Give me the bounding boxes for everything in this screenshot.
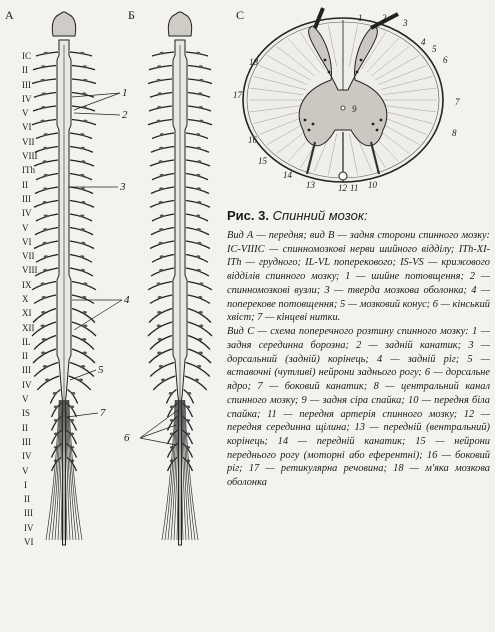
segment-label: IV	[22, 451, 32, 462]
view-b-ganglion	[195, 379, 199, 382]
view-b-ganglion	[160, 255, 164, 258]
panel-label-b: Б	[128, 8, 135, 22]
callout-a-5: 5	[98, 364, 104, 376]
view-a-ganglion	[43, 269, 47, 272]
view-b-nerve-root	[186, 363, 210, 377]
neuron-dot	[372, 123, 375, 126]
view-b-ganglion	[161, 379, 165, 382]
view-b-ganglion	[169, 392, 173, 395]
view-b-ganglion	[196, 255, 200, 258]
view-a-ganglion	[71, 392, 75, 395]
view-a-ganglion	[44, 215, 48, 218]
view-a-ganglion	[45, 379, 49, 382]
caption-paragraph-1: Вид А — передня; вид В — задня сторони спинного мозку: IC-VIIIC — спинномозкові нерви шийного відділу; ITh-XI-ITh — грудного; IL-VL поперекового; IS-VS — крижового відділів спинного мозку; 1 — шийне потовщення; 2 — спинномозкові вузли; 3 — тверда мозкова оболонка; 4 — поперекове потовщення; 5 — мозковий конус; 6 — кінський хвіст; 7 — кінцеві нитки.	[227, 230, 490, 324]
view-b-ganglion	[159, 228, 163, 231]
segment-label: X	[22, 294, 29, 304]
view-b-ganglion	[187, 392, 191, 395]
cross-section-callout: 12	[338, 183, 347, 193]
segment-label: IV	[22, 379, 32, 390]
view-b-ganglion	[170, 406, 174, 409]
cross-section-callout: 7	[455, 97, 460, 107]
view-b-ganglion	[198, 352, 202, 355]
view-b-nerve-root	[150, 363, 174, 377]
neuron-dot	[312, 123, 315, 126]
view-b-ganglion	[158, 338, 162, 341]
panel-label-a: A	[5, 8, 14, 22]
callout-a-7: 7	[100, 407, 106, 419]
view-a-nerve-root	[70, 363, 94, 377]
segment-label: V	[22, 465, 29, 476]
segment-label: VII	[22, 251, 35, 262]
segment-label: IS	[22, 408, 31, 419]
segment-label: II	[24, 494, 30, 505]
view-a-ganglion	[41, 282, 45, 285]
view-a-nerve-root	[72, 309, 95, 323]
callout-a-2: 2	[122, 109, 128, 121]
view-a-ganglion	[81, 242, 85, 245]
cross-section-callout: 14	[283, 170, 292, 180]
view-a-ganglion	[41, 325, 45, 328]
view-a-ganglion	[80, 215, 84, 218]
view-a-nerve-root	[69, 376, 91, 390]
callout-leader	[67, 413, 98, 417]
panel-label-c: C	[236, 8, 245, 22]
view-b-ganglion	[197, 242, 201, 245]
view-a-ganglion	[82, 311, 86, 314]
view-b-ganglion	[198, 296, 202, 299]
view-a-ganglion	[43, 365, 47, 368]
view-b-ganglion	[196, 215, 200, 218]
view-a-ganglion	[41, 311, 45, 314]
figure-caption	[227, 208, 490, 490]
segment-label: III	[22, 79, 31, 90]
view-b-ganglion	[198, 311, 202, 314]
view-b-nerve-root	[188, 309, 211, 323]
view-a-ganglion	[80, 255, 84, 258]
view-b-ganglion	[170, 460, 174, 463]
view-b-ganglion	[159, 269, 163, 272]
segment-label: III	[24, 508, 33, 519]
segment-label: ITh	[22, 165, 35, 176]
view-a-ganglion	[83, 282, 87, 285]
view-a-nerve-root	[33, 309, 56, 323]
view-b-ganglion	[157, 352, 161, 355]
callout-leader	[140, 425, 176, 438]
callout-a-4: 4	[124, 294, 130, 306]
view-b-ganglion	[186, 460, 190, 463]
central-canal	[341, 106, 345, 110]
neuron-dot	[380, 119, 383, 122]
view-b-nerve-root	[188, 349, 211, 363]
cross-section-callout: 10	[368, 180, 377, 190]
neuron-dot	[308, 129, 311, 132]
segment-label: VI	[22, 236, 32, 247]
segment-label: VIII	[22, 265, 38, 276]
view-a-ganglion	[70, 419, 74, 422]
segment-label: IC	[22, 51, 31, 61]
view-b-ganglion	[159, 365, 163, 368]
view-b-ganglion	[199, 282, 203, 285]
view-b-nerve-root	[188, 336, 210, 350]
segment-label: VI	[24, 537, 34, 547]
view-b-nerve-root	[148, 322, 172, 336]
view-a-nerve-root	[37, 376, 59, 390]
cross-section-callout: 17	[233, 90, 242, 100]
view-b-ganglion	[158, 296, 162, 299]
segment-label: V	[22, 222, 29, 233]
callout-b-6: 6	[124, 432, 130, 444]
view-b-ganglion	[159, 242, 163, 245]
cross-section-callout: 9	[352, 104, 357, 114]
segment-label: III	[22, 365, 31, 376]
segment-label: XII	[22, 322, 35, 333]
neuron-dot	[360, 59, 363, 62]
view-a-nerve-root	[34, 363, 58, 377]
caption-title	[227, 208, 490, 223]
cross-section-callout: 2	[382, 13, 387, 23]
view-b-ganglion	[170, 419, 174, 422]
cross-section-callout: 18	[249, 57, 258, 67]
view-b-nerve-root	[149, 309, 172, 323]
view-b-ganglion	[199, 325, 203, 328]
segment-label: V	[22, 394, 29, 405]
segment-label: II	[22, 422, 28, 433]
neuron-dot	[328, 71, 331, 74]
view-a-nerve-root	[72, 349, 95, 363]
view-b-ganglion	[196, 228, 200, 231]
view-a-ganglion	[54, 419, 58, 422]
view-a-nerve-root	[32, 322, 56, 336]
callout-a-1: 1	[122, 87, 128, 99]
cross-section-callout: 8	[452, 128, 457, 138]
cross-section-illustration	[0, 0, 495, 210]
view-b-ganglion	[186, 406, 190, 409]
view-a-ganglion	[43, 242, 47, 245]
segment-label: II	[22, 351, 28, 362]
callout-a-3: 3	[120, 181, 126, 193]
anterior-spinal-artery	[339, 172, 347, 180]
view-a-ganglion	[54, 406, 58, 409]
view-b-ganglion	[197, 365, 201, 368]
view-a-ganglion	[80, 228, 84, 231]
view-a-nerve-root	[33, 349, 56, 363]
view-b-ganglion	[160, 215, 164, 218]
segment-label: IV	[22, 208, 32, 219]
segment-label: IV	[22, 93, 32, 104]
callout-leader	[74, 300, 122, 330]
segment-label: II	[22, 179, 28, 190]
view-a-ganglion	[54, 460, 58, 463]
view-a-ganglion	[82, 338, 86, 341]
view-b-ganglion	[196, 269, 200, 272]
view-b-ganglion	[186, 419, 190, 422]
view-a-ganglion	[44, 255, 48, 258]
view-a-ganglion	[70, 406, 74, 409]
cross-section-callout: 5	[432, 44, 437, 54]
segment-label: IX	[22, 279, 32, 290]
view-a-ganglion	[41, 352, 45, 355]
cross-section-callout: 11	[350, 183, 359, 193]
caption-paragraph-2: Вид С — схема поперечного розтину спинного мозку: 1 — задня серединна борозна; 2 — задній канатик; 3 — дорсальний (задній) корінець; 4 — задній ріг; 5 — вставочні (чутливі) нейрони заднього рогу; 6 — дорсальне ядро; 7 — боковий канатик; 8 — центральний канал спинного мозку; 9 — задня сіра спайка; 10 — передня біла спайка; 11 — передня артерія спинного мозку; 12 — передня серединна щілина; 13 — передній (вентральний) корінець; 14 — передній канатик; 15 — нейрони переднього рогу (моторні або еферентні); 16 — боковий ріг; 17 — ретикулярна речовина; 18 — м'яка мозкова оболонка	[227, 326, 490, 489]
segment-label: XI	[22, 308, 32, 319]
view-b-ganglion	[157, 282, 161, 285]
view-a-ganglion	[53, 392, 57, 395]
callout-leader	[140, 438, 176, 445]
segment-label: III	[22, 436, 31, 447]
view-b-ganglion	[198, 338, 202, 341]
view-b-nerve-root	[153, 376, 175, 390]
view-a-ganglion	[43, 228, 47, 231]
cross-section-callout: 3	[403, 18, 408, 28]
figure-title: Спинний мозок:	[272, 208, 368, 223]
view-b-nerve-root	[149, 349, 172, 363]
view-b-nerve-root	[150, 336, 172, 350]
view-a-ganglion	[70, 460, 74, 463]
view-b-ganglion	[157, 311, 161, 314]
view-a-ganglion	[80, 269, 84, 272]
view-a-nerve-root	[72, 336, 94, 350]
view-a-ganglion	[42, 296, 46, 299]
view-a-ganglion	[82, 296, 86, 299]
view-b-nerve-root	[185, 376, 207, 390]
cross-section-callout: 6	[443, 55, 448, 65]
view-a-ganglion	[82, 352, 86, 355]
view-a-ganglion	[83, 325, 87, 328]
view-b-ganglion	[157, 325, 161, 328]
cross-section-callout: 15	[258, 156, 267, 166]
neuron-dot	[356, 71, 359, 74]
view-a-ganglion	[42, 338, 46, 341]
segment-label: I	[24, 479, 27, 490]
segment-label: VII	[22, 136, 35, 147]
segment-label: II	[22, 65, 28, 76]
view-a-ganglion	[79, 379, 83, 382]
view-a-ganglion	[81, 365, 85, 368]
view-a-nerve-root	[34, 336, 56, 350]
neuron-dot	[376, 129, 379, 132]
segment-label: III	[22, 193, 31, 204]
segment-label: VIII	[22, 151, 38, 162]
segment-label: VI	[22, 122, 32, 133]
figure-number: Рис. 3.	[227, 208, 269, 223]
segment-label: IV	[24, 522, 34, 533]
segment-label: IL	[22, 336, 31, 347]
cross-section-callout: 16	[248, 135, 257, 145]
cross-section-callout: 4	[421, 37, 426, 47]
neuron-dot	[304, 119, 307, 122]
cross-section-callout: 13	[306, 180, 315, 190]
neuron-dot	[324, 59, 327, 62]
segment-label: V	[22, 108, 29, 119]
cross-section-callout: 1	[358, 13, 363, 23]
view-b-nerve-root	[188, 322, 212, 336]
